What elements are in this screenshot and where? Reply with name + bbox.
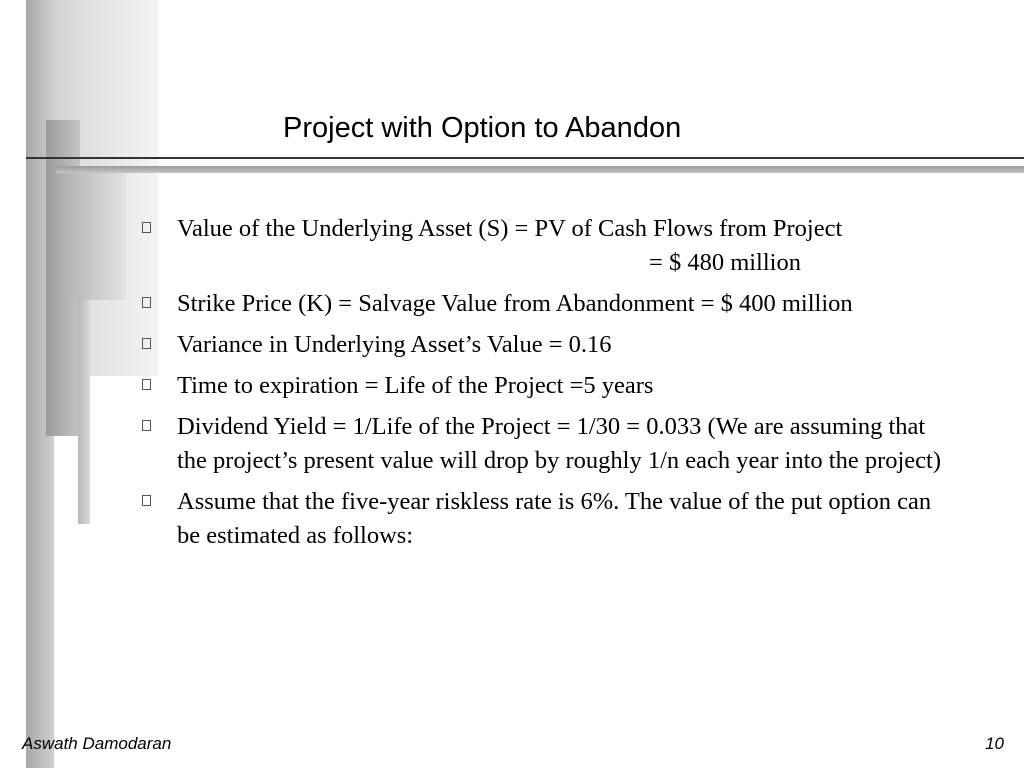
bullet-text: Dividend Yield = 1/Life of the Project = 1/30 = 0.033 (We are assuming that the project’s present value will drop by roughly 1/n each year into the project) [177,413,942,474]
square-bullet-icon [142,297,151,308]
square-bullet-icon [142,338,151,349]
slide-title: Project with Option to Abandon [283,112,682,144]
square-bullet-icon [142,222,151,233]
decorative-bar [78,300,90,524]
bullet-continuation: = $ 480 million [649,249,801,276]
bullet-text: Variance in Underlying Asset’s Value = 0.16 [177,331,612,358]
title-divider-thick [56,166,1024,173]
decorative-bar [66,172,126,300]
bullet-text: Assume that the five-year riskless rate is 6%. The value of the put option can be estimated as follows: [177,488,932,549]
bullet-item [140,410,960,478]
footer-author: Aswath Damodaran [22,734,172,753]
page-number: 10 [985,734,1004,753]
bullet-text: Time to expiration = Life of the Project =5 years [177,372,654,399]
square-bullet-icon [142,379,151,390]
bullet-list [140,212,960,560]
bullet-item [140,328,960,362]
title-divider-thin [26,157,1024,159]
square-bullet-icon [142,420,151,431]
square-bullet-icon [142,495,151,506]
bullet-text: Strike Price (K) = Salvage Value from Abandonment = $ 400 million [177,290,853,317]
bullet-item [140,287,960,321]
bullet-item [140,485,960,553]
bullet-item [140,212,960,280]
bullet-item [140,369,960,403]
bullet-text: Value of the Underlying Asset (S) = PV of Cash Flows from Project [177,215,843,242]
